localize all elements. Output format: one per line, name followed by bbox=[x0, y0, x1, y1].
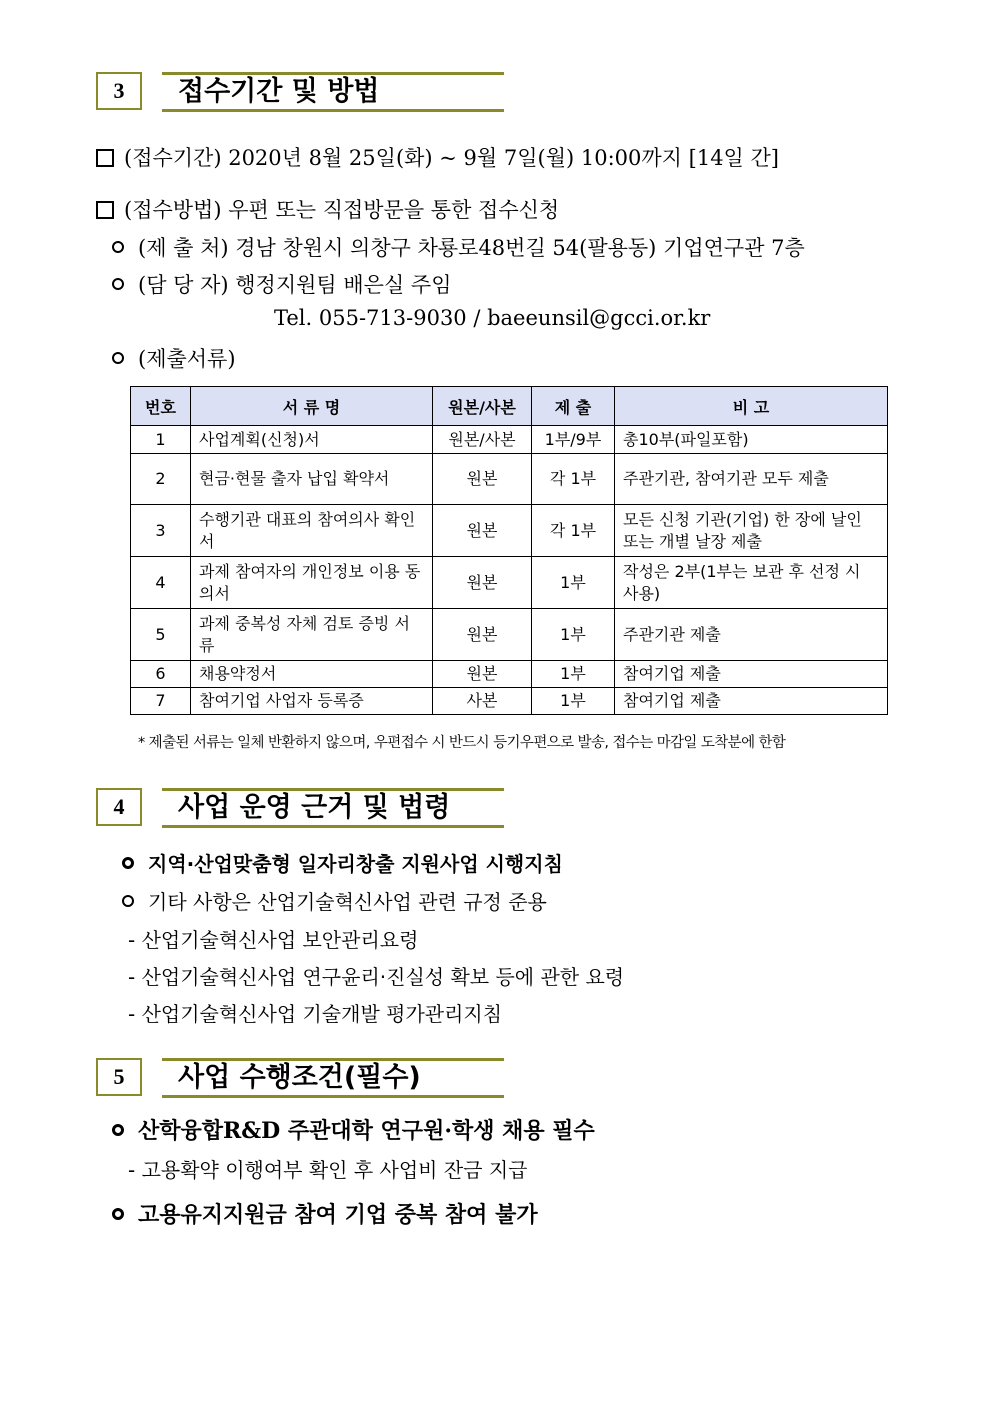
table-row bbox=[131, 426, 888, 454]
docs-label: (제출서류) bbox=[138, 347, 236, 371]
contact-detail: Tel. 055-713-9030 / baeeunsil@gcci.or.kr bbox=[274, 306, 711, 330]
cell-note: 참여기업 제출 bbox=[615, 688, 888, 715]
cell-submit: 1부/9부 bbox=[532, 426, 615, 454]
cell-no: 6 bbox=[131, 661, 191, 688]
legal-sub-1: - 산업기술혁신사업 보안관리요령 bbox=[128, 928, 419, 952]
submit-to-line bbox=[112, 232, 805, 262]
section-title: 사업 수행조건(필수) bbox=[162, 1058, 504, 1098]
table-footnote: * 제출된 서류는 일체 반환하지 않으며, 우편접수 시 반드시 등기우편으로 발송, 접수는 마감일 도착분에 한함 bbox=[138, 735, 786, 751]
cell-orig: 원본 bbox=[433, 557, 532, 609]
cell-name: 현금·현물 출자 납입 확약서 bbox=[191, 454, 433, 505]
col-header: 번호 bbox=[131, 387, 191, 426]
legal-item-1 bbox=[122, 848, 563, 877]
table-row bbox=[131, 661, 888, 688]
docs-label-line bbox=[112, 343, 236, 373]
table-row bbox=[131, 505, 888, 557]
cell-submit: 1부 bbox=[532, 609, 615, 661]
legal-item-2 bbox=[122, 886, 547, 915]
period-text: (접수기간) 2020년 8월 25일(화) ~ 9월 7일(월) 10:00까지 [14일 간] bbox=[124, 146, 779, 170]
method-text: (접수방법) 우편 또는 직접방문을 통한 접수신청 bbox=[124, 198, 560, 222]
section-number: 5 bbox=[96, 1058, 142, 1096]
checkbox-icon bbox=[96, 149, 114, 167]
cell-orig: 사본 bbox=[433, 688, 532, 715]
legal-item-2-text: 기타 사항은 산업기술혁신사업 관련 규정 준용 bbox=[148, 890, 547, 914]
table-row bbox=[131, 609, 888, 661]
cell-no: 1 bbox=[131, 426, 191, 454]
section-number: 4 bbox=[96, 788, 142, 826]
circle-bullet-icon bbox=[112, 241, 124, 253]
cell-orig: 원본 bbox=[433, 454, 532, 505]
condition-item-2-text: 고용유지지원금 참여 기업 중복 참여 불가 bbox=[138, 1202, 538, 1228]
table-row bbox=[131, 454, 888, 505]
cell-orig: 원본/사본 bbox=[433, 426, 532, 454]
circle-bullet-icon bbox=[122, 857, 134, 869]
section-title: 사업 운영 근거 및 법령 bbox=[162, 788, 504, 828]
cell-note: 참여기업 제출 bbox=[615, 661, 888, 688]
table-row bbox=[131, 557, 888, 609]
cell-name: 참여기업 사업자 등록증 bbox=[191, 688, 433, 715]
cell-submit: 1부 bbox=[532, 688, 615, 715]
legal-sub-3: - 산업기술혁신사업 기술개발 평가관리지침 bbox=[128, 1002, 503, 1026]
cell-submit: 각 1부 bbox=[532, 454, 615, 505]
cell-orig: 원본 bbox=[433, 609, 532, 661]
cell-note: 총10부(파일포함) bbox=[615, 426, 888, 454]
period-line bbox=[96, 142, 779, 172]
cell-no: 7 bbox=[131, 688, 191, 715]
cell-note: 작성은 2부(1부는 보관 후 선정 시 사용) bbox=[615, 557, 888, 609]
col-header: 제 출 bbox=[532, 387, 615, 426]
cell-name: 과제 참여자의 개인정보 이용 동의서 bbox=[191, 557, 433, 609]
section-number: 3 bbox=[96, 72, 142, 110]
contact-text: (담 당 자) 행정지원팀 배은실 주임 bbox=[138, 273, 452, 297]
submit-to-text: (제 출 처) 경남 창원시 의창구 차룡로48번길 54(팔용동) 기업연구관 7층 bbox=[138, 236, 805, 260]
cell-no: 2 bbox=[131, 454, 191, 505]
circle-bullet-icon bbox=[122, 895, 134, 907]
cell-no: 5 bbox=[131, 609, 191, 661]
documents-table bbox=[130, 386, 888, 715]
cell-orig: 원본 bbox=[433, 661, 532, 688]
cell-name: 과제 중복성 자체 검토 증빙 서류 bbox=[191, 609, 433, 661]
circle-bullet-icon bbox=[112, 1208, 124, 1220]
method-line bbox=[96, 194, 559, 224]
table-header-row bbox=[131, 387, 888, 426]
circle-bullet-icon bbox=[112, 278, 124, 290]
cell-note: 모든 신청 기관(기업) 한 장에 날인 또는 개별 날장 제출 bbox=[615, 505, 888, 557]
condition-item-2 bbox=[112, 1198, 538, 1229]
checkbox-icon bbox=[96, 201, 114, 219]
condition-item-1-text: 산학융합R&D 주관대학 연구원·학생 채용 필수 bbox=[138, 1118, 595, 1144]
table-row bbox=[131, 688, 888, 715]
col-header: 원본/사본 bbox=[433, 387, 532, 426]
cell-orig: 원본 bbox=[433, 505, 532, 557]
col-header: 비 고 bbox=[615, 387, 888, 426]
cell-note: 주관기관, 참여기관 모두 제출 bbox=[615, 454, 888, 505]
cell-note: 주관기관 제출 bbox=[615, 609, 888, 661]
legal-item-1-text: 지역·산업맞춤형 일자리창출 지원사업 시행지침 bbox=[148, 852, 563, 876]
cell-submit: 1부 bbox=[532, 661, 615, 688]
cell-name: 수행기관 대표의 참여의사 확인서 bbox=[191, 505, 433, 557]
cell-no: 4 bbox=[131, 557, 191, 609]
col-header: 서 류 명 bbox=[191, 387, 433, 426]
condition-item-1 bbox=[112, 1114, 595, 1145]
circle-bullet-icon bbox=[112, 352, 124, 364]
contact-line bbox=[112, 269, 451, 299]
cell-no: 3 bbox=[131, 505, 191, 557]
cell-submit: 1부 bbox=[532, 557, 615, 609]
cell-name: 채용약정서 bbox=[191, 661, 433, 688]
cell-submit: 각 1부 bbox=[532, 505, 615, 557]
cell-name: 사업계획(신청)서 bbox=[191, 426, 433, 454]
legal-sub-2: - 산업기술혁신사업 연구윤리·진실성 확보 등에 관한 요령 bbox=[128, 965, 625, 989]
section-title: 접수기간 및 방법 bbox=[162, 72, 504, 112]
condition-sub-1: - 고용확약 이행여부 확인 후 사업비 잔금 지급 bbox=[128, 1158, 528, 1182]
circle-bullet-icon bbox=[112, 1124, 124, 1136]
